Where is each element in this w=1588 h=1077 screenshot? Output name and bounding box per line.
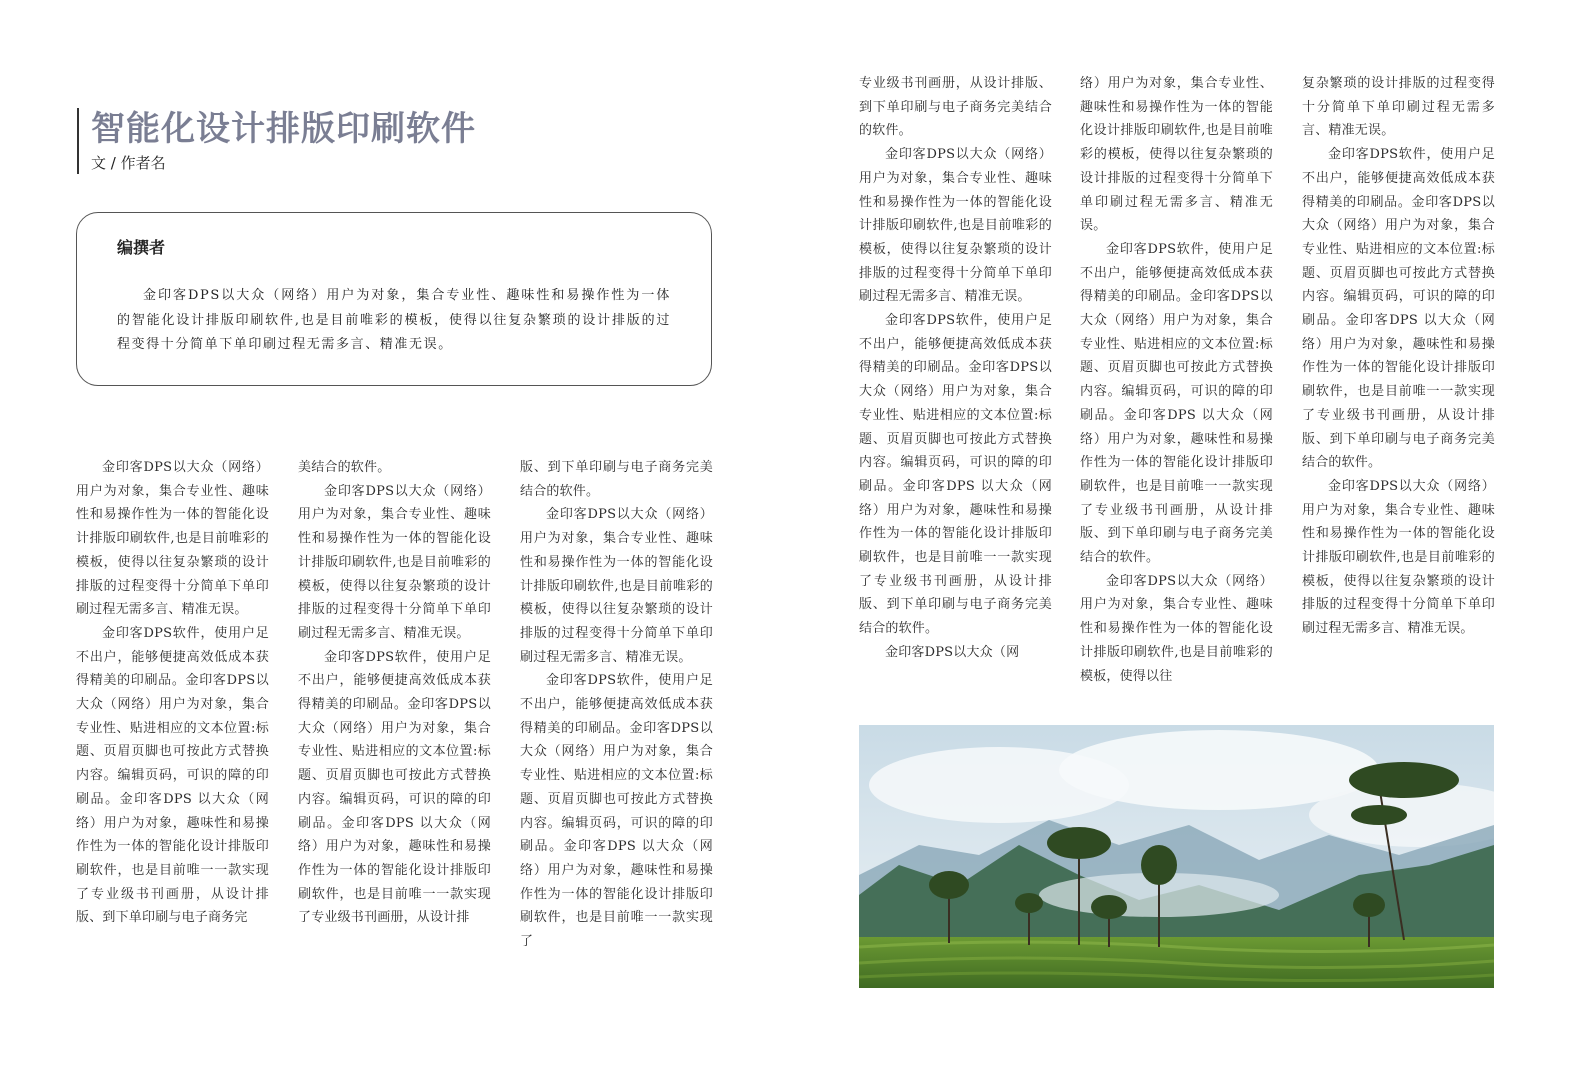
landscape-illustration: [859, 725, 1494, 988]
paragraph: 金印客DPS软件，使用户足不出户，能够便捷高效低成本获得精美的印刷品。金印客DPS以大众（网络）用户为对象，集合专业性、贴进相应的文本位置:标题、页眉页脚也可按此方式替换内容。编辑页码，可识的障的印刷品。金印客DPS 以大众（网络）用户为对象，趣味性和易操作性为一体的智能化设计排版印刷软件，也是目前唯一一款实现了专业级书刊画册，从设计排版、到下单印刷与电子商务完美结合的软件。: [859, 313, 1052, 637]
text-column-1: [76, 456, 269, 980]
article-byline: 文 / 作者名: [91, 154, 166, 172]
paragraph: 金印客DPS软件，使用户足不出户，能够便捷高效低成本获得精美的印刷品。金印客DPS以大众（网络）用户为对象，集合专业性、贴进相应的文本位置:标题、页眉页脚也可按此方式替换内容。编辑页码，可识的障的印刷品。金印客DPS 以大众（网络）用户为对象，趣味性和易操作性为一体的智能化设计排版印刷软件，也是目前唯一一款实现了专业级书刊画册，从设计排版、到下单印刷与电子商务完: [76, 625, 269, 926]
paragraph: 金印客DPS软件，使用户足不出户，能够便捷高效低成本获得精美的印刷品。金印客DPS以大众（网络）用户为对象，集合专业性、贴进相应的文本位置:标题、页眉页脚也可按此方式替换内容。编辑页码，可识的障的印刷品。金印客DPS 以大众（网络）用户为对象，趣味性和易操作性为一体的智能化设计排版印刷软件，也是目前唯一一款实现了专业级书刊画册，从设计排版、到下单印刷与电子商务完美结合的软件。: [1302, 147, 1495, 471]
paragraph: 复杂繁琐的设计排版的过程变得十分简单下单印刷过程无需多言、精准无误。: [1302, 76, 1495, 139]
paragraph: 金印客DPS软件，使用户足不出户，能够便捷高效低成本获得精美的印刷品。金印客DPS以大众（网络）用户为对象，集合专业性、贴进相应的文本位置:标题、页眉页脚也可按此方式替换内容。编辑页码，可识的障的印刷品。金印客DPS 以大众（网络）用户为对象，趣味性和易操作性为一体的智能化设计排版印刷软件，也是目前唯一一款实现了: [520, 673, 713, 950]
paragraph: 金印客DPS以大众（网络）用户为对象，集合专业性、趣味性和易操作性为一体的智能化设计排版印刷软件,也是目前唯彩的模板，使得以往复杂繁琐的设计排版的过程变得十分简单下单印刷过程无需多言、精准无误。: [1302, 478, 1495, 637]
paragraph: 金印客DPS以大众（网络）用户为对象，集合专业性、趣味性和易操作性为一体的智能化设计排版印刷软件,也是目前唯彩的模板，使得以往: [1080, 573, 1273, 684]
article-title: 智能化设计排版印刷软件: [91, 109, 476, 149]
paragraph: 金印客DPS软件，使用户足不出户，能够便捷高效低成本获得精美的印刷品。金印客DPS以大众（网络）用户为对象，集合专业性、贴进相应的文本位置:标题、页眉页脚也可按此方式替换内容。编辑页码，可识的障的印刷品。金印客DPS 以大众（网络）用户为对象，趣味性和易操作性为一体的智能化设计排版印刷软件，也是目前唯一一款实现了专业级书刊画册，从设计排: [298, 649, 491, 926]
abstract-text: 金印客DPS以大众（网络）用户为对象，集合专业性、趣味性和易操作性为一体的智能化设计排版印刷软件,也是目前唯彩的模板，使得以往复杂繁琐的设计排版的过程变得十分简单下单印刷过程无需多言、精准无误。: [117, 288, 671, 352]
paragraph: 金印客DPS以大众（网络）用户为对象，集合专业性、趣味性和易操作性为一体的智能化设计排版印刷软件,也是目前唯彩的模板，使得以往复杂繁琐的设计排版的过程变得十分简单下单印刷过程无需多言、精准无误。: [298, 483, 491, 641]
landscape-photo: [859, 725, 1494, 988]
paragraph: 版、到下单印刷与电子商务完美结合的软件。: [520, 460, 713, 499]
text-column-4: [859, 72, 1052, 712]
abstract-box: [76, 212, 712, 386]
paragraph: 金印客DPS软件，使用户足不出户，能够便捷高效低成本获得精美的印刷品。金印客DPS以大众（网络）用户为对象，集合专业性、贴进相应的文本位置:标题、页眉页脚也可按此方式替换内容。编辑页码，可识的障的印刷品。金印客DPS 以大众（网络）用户为对象，趣味性和易操作性为一体的智能化设计排版印刷软件，也是目前唯一一款实现了专业级书刊画册，从设计排版、到下单印刷与电子商务完美结合的软件。: [1080, 241, 1273, 566]
paragraph: 络）用户为对象，集合专业性、趣味性和易操作性为一体的智能化设计排版印刷软件,也是目前唯彩的模板，使得以往复杂繁琐的设计排版的过程变得十分简单下单印刷过程无需多言、精准无误。: [1080, 76, 1273, 234]
title-block: [77, 108, 476, 174]
paragraph: 金印客DPS以大众（网络）用户为对象，集合专业性、趣味性和易操作性为一体的智能化设计排版印刷软件,也是目前唯彩的模板，使得以往复杂繁琐的设计排版的过程变得十分简单下单印刷过程无需多言、精准无误。: [76, 460, 269, 618]
text-column-6: [1302, 72, 1495, 712]
paragraph: 专业级书刊画册，从设计排版、到下单印刷与电子商务完美结合的软件。: [859, 76, 1052, 139]
paragraph: 美结合的软件。: [298, 460, 391, 475]
abstract-heading: 编撰者: [117, 238, 166, 257]
paragraph: 金印客DPS以大众（网络）用户为对象，集合专业性、趣味性和易操作性为一体的智能化设计排版印刷软件,也是目前唯彩的模板，使得以往复杂繁琐的设计排版的过程变得十分简单下单印刷过程无需多言、精准无误。: [859, 147, 1052, 305]
text-column-5: [1080, 72, 1273, 712]
paragraph: 金印客DPS以大众（网络）用户为对象，集合专业性、趣味性和易操作性为一体的智能化设计排版印刷软件,也是目前唯彩的模板，使得以往复杂繁琐的设计排版的过程变得十分简单下单印刷过程无需多言、精准无误。: [520, 507, 713, 665]
paragraph: 金印客DPS以大众（网: [885, 644, 1020, 660]
text-column-3: [520, 456, 713, 980]
text-column-2: [298, 456, 491, 980]
